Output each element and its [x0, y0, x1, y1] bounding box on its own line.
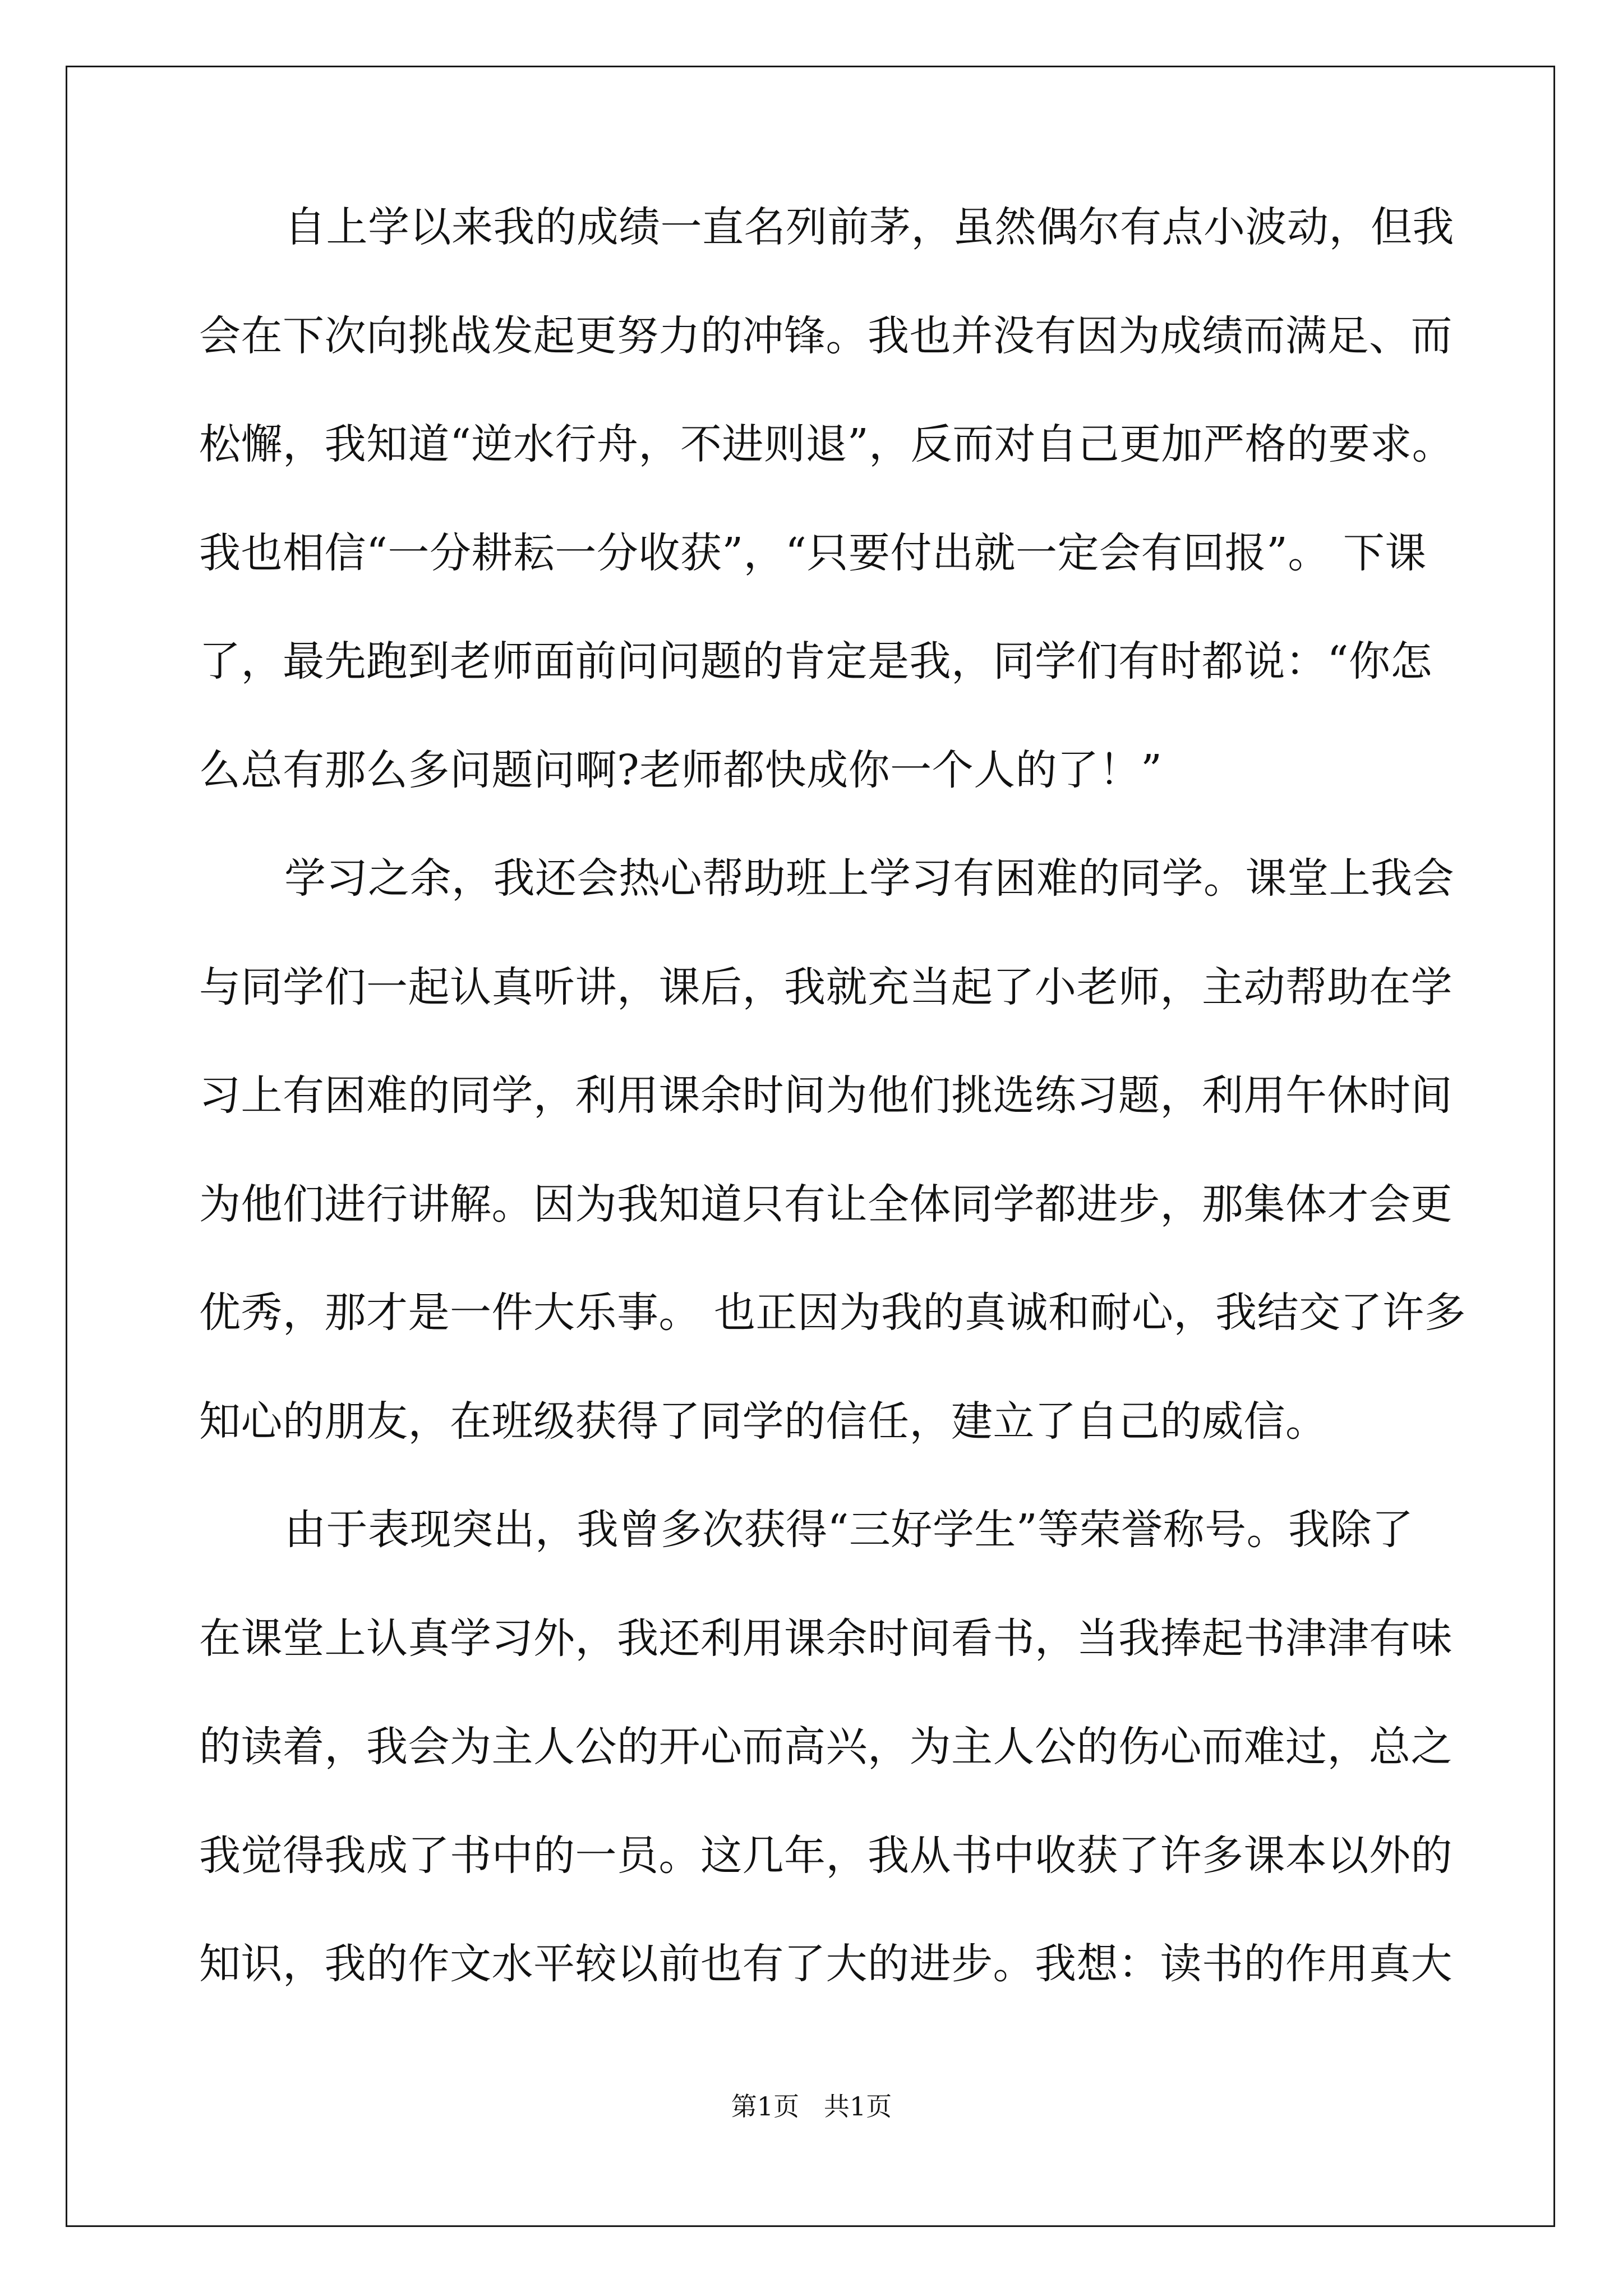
document-body [199, 203, 1467, 2052]
paragraph-2-line-5: 优秀，那才是一件大乐事。 也正因为我的真诚和耐心，我结交了许多 [199, 1289, 1467, 1337]
paragraph-2-line-1: 学习之余，我还会热心帮助班上学习有困难的同学。课堂上我会 [284, 854, 1454, 903]
paragraph-1-line-1: 自上学以来我的成绩一直名列前茅，虽然偶尔有点小波动，但我 [284, 203, 1454, 251]
paragraph-3-line-3: 的读着，我会为主人公的开心而高兴，为主人公的伤心而难过，总之 [199, 1723, 1453, 1771]
paragraph-3-line-4: 我觉得我成了书中的一员。这几年，我从书中收获了许多课本以外的 [199, 1831, 1453, 1880]
paragraph-1-line-5: 了，最先跑到老师面前问问题的肯定是我，同学们有时都说：“你怎 [199, 637, 1432, 685]
paragraph-2-line-3: 习上有困难的同学，利用课余时间为他们挑选练习题，利用午休时间 [199, 1071, 1453, 1120]
paragraph-3-line-5: 知识，我的作文水平较以前也有了大的进步。我想：读书的作用真大 [199, 1940, 1453, 1988]
paragraph-3-line-1: 由于表现突出，我曾多次获得“三好学生”等荣誉称号。我除了 [284, 1506, 1414, 1554]
paragraph-1-line-2: 会在下次向挑战发起更努力的冲锋。我也并没有因为成绩而满足、而 [199, 311, 1453, 360]
paragraph-2-line-2: 与同学们一起认真听讲，课后，我就充当起了小老师，主动帮助在学 [199, 963, 1453, 1011]
paragraph-3-line-2: 在课堂上认真学习外，我还利用课余时间看书，当我捧起书津津有味 [199, 1614, 1453, 1663]
page-number-footer: 第1页 共1页 [731, 2091, 892, 2122]
paragraph-1-line-6: 么总有那么多问题问啊?老师都快成你一个人的了！” [199, 746, 1163, 794]
paragraph-2-line-6: 知心的朋友，在班级获得了同学的信任，建立了自己的威信。 [199, 1397, 1327, 1446]
paragraph-1-line-4: 我也相信“一分耕耘一分收获”，“只要付出就一定会有回报”。 下课 [199, 528, 1427, 577]
paragraph-2-line-4: 为他们进行讲解。因为我知道只有让全体同学都进步，那集体才会更 [199, 1180, 1453, 1228]
paragraph-1-line-3: 松懈，我知道“逆水行舟，不进则退”，反而对自己更加严格的要求。 [199, 420, 1454, 468]
